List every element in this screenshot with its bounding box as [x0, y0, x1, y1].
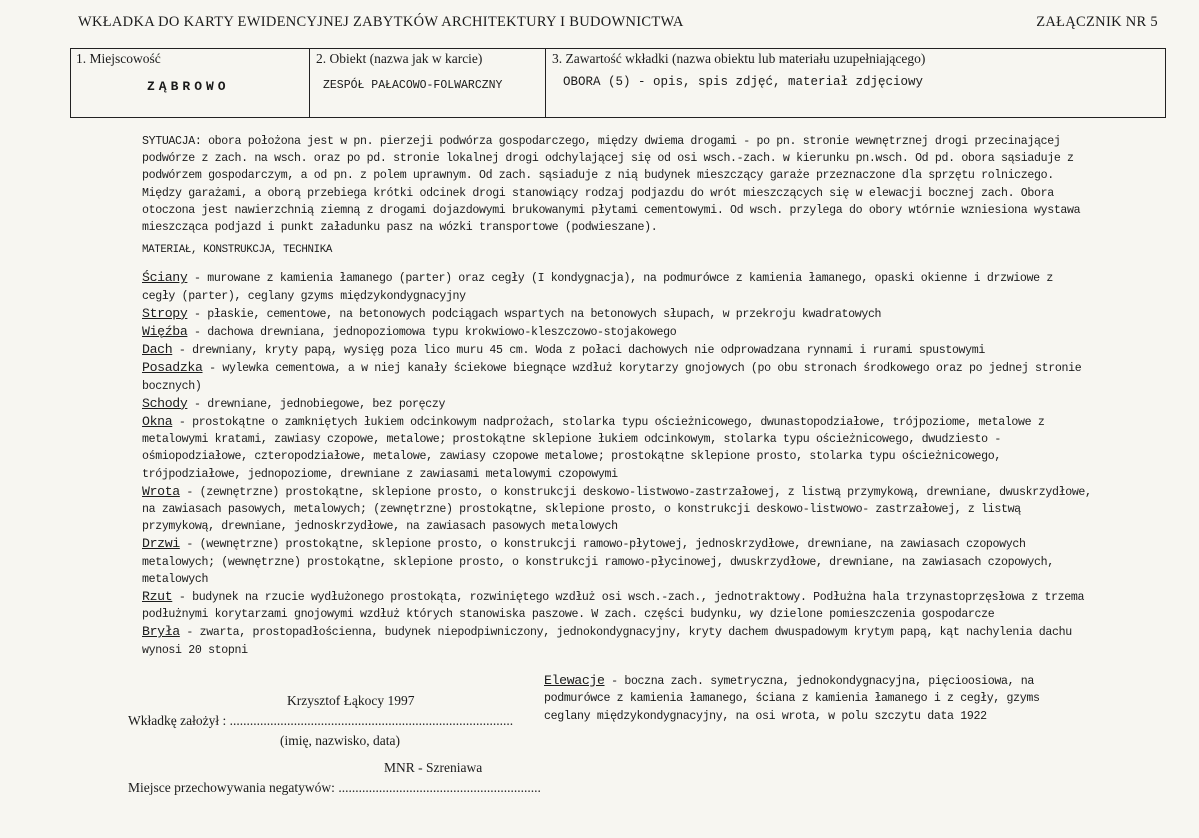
locality-cell	[71, 49, 310, 117]
construction-entry	[142, 483, 1092, 536]
storage-line	[128, 780, 541, 796]
construction-entry	[142, 305, 1092, 323]
entry-term: Więźba	[142, 324, 188, 340]
annex-number: ZAŁĄCZNIK NR 5	[1036, 14, 1158, 30]
content-label: 3. Zawartość wkładki (nazwa obiektu lub materiału uzupełniającego)	[552, 51, 926, 66]
entry-text: - dachowa drewniana, jednopoziomowa typu krokwiowo-kleszczowo-stojakowego	[187, 326, 677, 340]
entry-term: Schody	[142, 395, 188, 411]
entry-text: - drewniany, kryty papą, wysięg poza lico muru 45 cm. Woda z połaci dachowych nie odprowadzana rynnami i rurami spustowymi	[172, 344, 985, 358]
storage-dots: ............................................................	[338, 780, 541, 795]
storage-value: MNR - Szreniawa	[384, 760, 483, 775]
description-body	[142, 133, 1092, 659]
author-name: Krzysztof Łąkocy 1997	[287, 693, 415, 708]
entry-term: Ściany	[142, 270, 188, 286]
content-value: OBORA (5) - opis, spis zdjęć, materiał zdjęciowy	[563, 75, 924, 89]
entry-text: - płaskie, cementowe, na betonowych podciągach wspartych na betonowych słupach, w przekroju kwadratowych	[187, 307, 882, 321]
construction-entry	[142, 269, 1092, 304]
section-heading: MATERIAŁ, KONSTRUKCJA, TECHNIKA	[142, 244, 333, 257]
entry-text: - zwarta, prostopadłościenna, budynek niepodpiwniczony, jednokondygnacyjny, kryty dachem dwuspadowym krytym papą, kąt nachylenia dachu wynosi 20 stopni	[142, 626, 1072, 657]
form-header-table	[70, 48, 1166, 118]
situation-paragraph: SYTUACJA: obora położona jest w pn. pierzeji podwórza gospodarczego, między dwiema drogami - po pn. stronie wewnętrznej drogi przecinającej podwórze z zach. na wsch. oraz po pd. stronie lokalnej drogi odchylającej się od osi wsch.-zach. w kierunku pn.wsch. Od pd. obora sąsiaduje z podwórzem gospodarczym, a od pn. z polem uprawnym. Od zach. sąsiaduje z nią budynek mieszczący garaże przeznaczone dla sprzętu rolniczego. Między garażami, a oborą przebiega krótki odcinek drogi stanowiący rodzaj podjazdu do wrót mieszczących się w elewacji bocznej zach. Obora otoczona jest nawierzchnią ziemną z drogami dojazdowymi brukowanymi płytami cementowymi. Od wsch. przylega do obory wtórnie wzniesiona wystawa mieszcząca podjazd i punkt załadunku pasz na wózki transportowe (podwieszane).	[142, 135, 1081, 235]
construction-entry	[142, 341, 1092, 359]
entry-term: Elewacje	[544, 673, 605, 688]
entry-text: - boczna zach. symetryczna, jednokondygnacyjna, pięcioosiowa, na podmurówce z kamienia łamanego, ściana z kamienia łamanego i z cegły, gzyms ceglany międzykondygnacyjny, na osi wrota, w polu szczytu data 1922	[544, 675, 1040, 723]
author-caption: (imię, nazwisko, data)	[280, 733, 400, 748]
entry-text: - prostokątne o zamkniętych łukiem odcinkowym nadprożach, stolarka typu ościeżnicowego, dwunastopodziałowe, trójpoziome, metalowe z metalowymi kratami, zawiasy czopowe, metalowe; prostokątne sklepione łukiem odcinkowym, stolarka typu ościeżnicowego, dwudziesto - ośmiopodziałowe, czteropodziałowe, metalowe, zawiasy czopowe metalowe; prostokątne sklepione prosto, stolarka typu ościeżnicowego, trójpodziałowe, jednopoziome, drewniane z zawiasami metalowymi czopowymi	[142, 416, 1045, 481]
construction-entry	[142, 323, 1092, 341]
object-value: ZESPÓŁ PAŁACOWO-FOLWARCZNY	[323, 79, 503, 92]
construction-entry	[142, 359, 1092, 394]
object-cell	[311, 49, 546, 117]
entry-term: Drzwi	[142, 536, 180, 552]
elevation-entry	[544, 672, 1084, 725]
entry-text: - budynek na rzucie wydłużonego prostokąta, rozwiniętego wzdłuż osi wsch.-zach., jednotraktowy. Podłużna hala trzynastoprzęsłowa z trzema podłużnymi korytarzami gnojowymi wzdłuż których stanowiska paszowe. W zach. części budynku, wy dzielone pomieszczenia gospodarcze	[142, 591, 1085, 622]
entry-term: Wrota	[142, 483, 180, 499]
entry-term: Okna	[142, 414, 173, 430]
construction-entry	[142, 535, 1092, 588]
entry-text: - (wewnętrzne) prostokątne, sklepione prosto, o konstrukcji ramowo-płytowej, jednoskrzydłowe, drewniane, na zawiasach czopowych metalowych; (wewnętrzne) prostokątne, sklepione prosto, o konstrukcji ramowo-płycinowej, dwuskrzydłowe, drewniane, na zawiasach czopowych, metalowych	[142, 538, 1054, 586]
construction-entry	[142, 395, 1092, 413]
construction-entry	[142, 588, 1092, 623]
entry-text: - murowane z kamienia łamanego (parter) oraz cegły (I kondygnacja), na podmurówce z kamienia łamanego, opaski okienne i drzwiowe z cegły (parter), ceglany gzyms międzykondygnacyjny	[142, 272, 1053, 303]
document-title: WKŁADKA DO KARTY EWIDENCYJNEJ ZABYTKÓW ARCHITEKTURY I BUDOWNICTWA	[78, 14, 684, 30]
author-label: Wkładkę założył :	[128, 713, 227, 728]
author-line	[128, 713, 513, 729]
entry-term: Dach	[142, 342, 173, 358]
locality-value: ZĄBROWO	[147, 79, 230, 94]
construction-entry	[142, 413, 1092, 483]
entry-term: Posadzka	[142, 360, 203, 376]
entry-text: - drewniane, jednobiegowe, bez poręczy	[187, 397, 446, 411]
entry-text: - wylewka cementowa, a w niej kanały ściekowe biegnące wzdłuż korytarzy gnojowych (po obu stronach środkowego oraz po jednej stronie bocznych)	[142, 362, 1082, 393]
author-dots: ....................................................................................	[229, 713, 514, 728]
entry-term: Rzut	[142, 589, 173, 605]
locality-label: 1. Miejscowość	[76, 51, 161, 66]
entry-text: - (zewnętrzne) prostokątne, sklepione prosto, o konstrukcji deskowo-listwowo-zastrzałowej, z listwą przymykową, drewniane, dwuskrzydłowe, na zawiasach pasowych, metalowych; (zewnętrzne) prostokątne, sklepione prosto, o konstrukcji deskowo-listwowo- zastrzałowej, z listwą przymykową, drewniane, jednoskrzydłowe, na zawiasach pasowych metalowych	[142, 485, 1092, 534]
entry-term: Stropy	[142, 305, 188, 321]
object-label: 2. Obiekt (nazwa jak w karcie)	[316, 51, 483, 66]
storage-label: Miejsce przechowywania negatywów:	[128, 780, 335, 795]
construction-entry	[142, 623, 1092, 658]
content-cell	[547, 49, 1165, 117]
entry-term: Bryła	[142, 624, 180, 640]
entries-list	[142, 269, 1092, 658]
